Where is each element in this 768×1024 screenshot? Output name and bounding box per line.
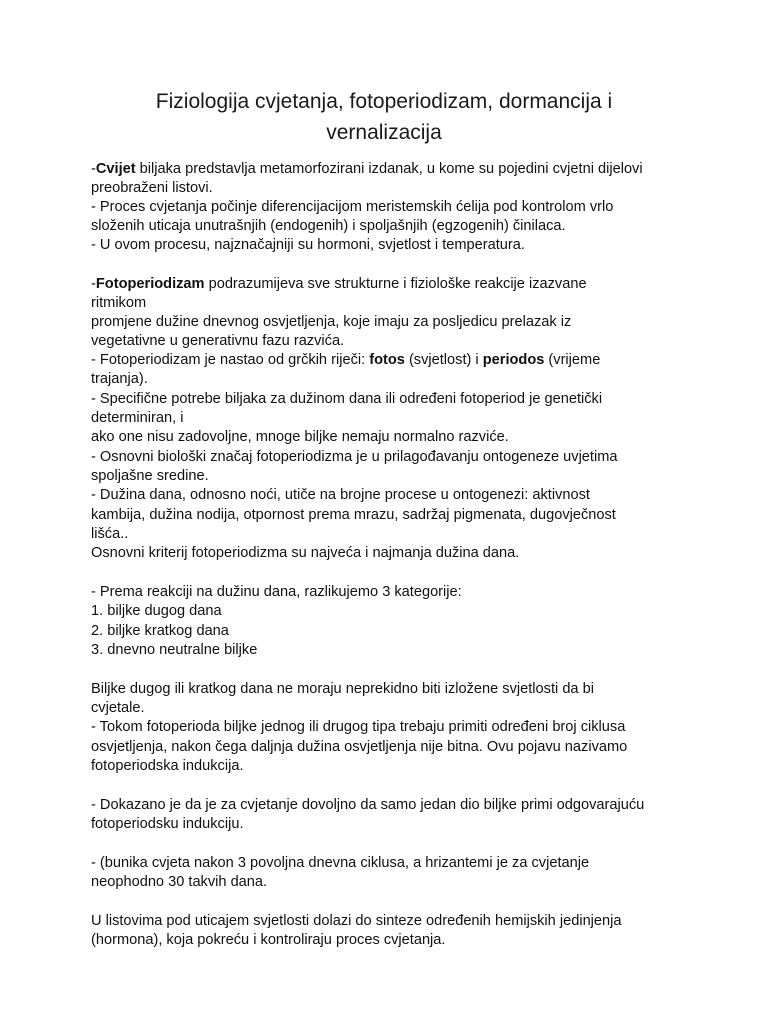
text-line: - Dužina dana, odnosno noći, utiče na brojne procese u ontogenezi: aktivnost: [91, 487, 590, 503]
text-line: kambija, dužina nodija, otpornost prema mrazu, sadržaj pigmenata, dugovječnost: [91, 507, 616, 523]
text-line: U listovima pod uticajem svjetlosti dolazi do sinteze određenih hemijskih jedinjenja: [91, 913, 622, 929]
text-line: ako one nisu zadovoljne, mnoge biljke nemaju normalno razviće.: [91, 429, 509, 445]
text-line: - Prema reakciji na dužinu dana, razlikujemo 3 kategorije:: [91, 584, 462, 600]
text-line: vegetativne u generativnu fazu razvića.: [91, 333, 345, 349]
text-line: lišća..: [91, 526, 129, 542]
title-line-2: vernalizacija: [326, 121, 442, 144]
text-line: -Fotoperiodizam podrazumijeva sve strukturne i fiziološke reakcije izazvane: [91, 276, 587, 292]
text-line: Osnovni kriterij fotoperiodizma su najveća i najmanja dužina dana.: [91, 545, 520, 561]
text-line: (hormona), koja pokreću i kontroliraju proces cvjetanja.: [91, 932, 446, 948]
text-line: - U ovom procesu, najznačajniji su hormoni, svjetlost i temperatura.: [91, 237, 525, 253]
text-line: Biljke dugog ili kratkog dana ne moraju neprekidno biti izložene svjetlosti da bi: [91, 681, 594, 697]
text-line: složenih uticaja unutrašnjih (endogenih) i spoljašnjih (egzogenih) činilaca.: [91, 218, 566, 234]
text-line: - Proces cvjetanja počinje diferencijacijom meristemskih ćelija pod kontrolom vrlo: [91, 199, 614, 215]
text-line: - (bunika cvjeta nakon 3 povoljna dnevna ciklusa, a hrizantemi je za cvjetanje: [91, 855, 590, 871]
text-line: trajanja).: [91, 371, 148, 387]
text-line: - Tokom fotoperioda biljke jednog ili drugog tipa trebaju primiti određeni broj ciklusa: [91, 719, 626, 735]
text-line: ritmikom: [91, 295, 147, 311]
title-line-1: Fiziologija cvjetanja, fotoperiodizam, dormancija i: [155, 90, 613, 113]
text-line: fotoperiodsku indukciju.: [91, 816, 244, 832]
text-line: - Specifične potrebe biljaka za dužinom dana ili određeni fotoperiod je genetički: [91, 391, 603, 407]
text-line: -Cvijet biljaka predstavlja metamorfozirani izdanak, u kome su pojedini cvjetni dijelovi: [91, 161, 643, 177]
text-line: neophodno 30 takvih dana.: [91, 874, 268, 890]
text-line: - Dokazano je da je za cvjetanje dovoljno da samo jedan dio biljke primi odgovarajuću: [91, 797, 645, 813]
text-line: - Osnovni biološki značaj fotoperiodizma je u prilagođavanju ontogeneze uvjetima: [91, 449, 618, 465]
list-item: 1. biljke dugog dana: [91, 603, 222, 619]
list-item: 2. biljke kratkog dana: [91, 623, 229, 639]
text-line: spoljašne sredine.: [91, 468, 209, 484]
text-line: fotoperiodska indukcija.: [91, 758, 244, 774]
text-line: preobraženi listovi.: [91, 180, 213, 196]
text-line: promjene dužine dnevnog osvjetljenja, koje imaju za posljedicu prelazak iz: [91, 314, 572, 330]
text-line: - Fotoperiodizam je nastao od grčkih riječi: fotos (svjetlost) i periodos (vrijeme: [91, 352, 601, 368]
text-line: osvjetljenja, nakon čega daljnja dužina osvjetljenja nije bitna. Ovu pojavu nazivamo: [91, 739, 628, 755]
text-line: determiniran, i: [91, 410, 184, 426]
list-item: 3. dnevno neutralne biljke: [91, 642, 258, 658]
page-title: [90, 86, 678, 148]
text-line: cvjetale.: [91, 700, 145, 716]
